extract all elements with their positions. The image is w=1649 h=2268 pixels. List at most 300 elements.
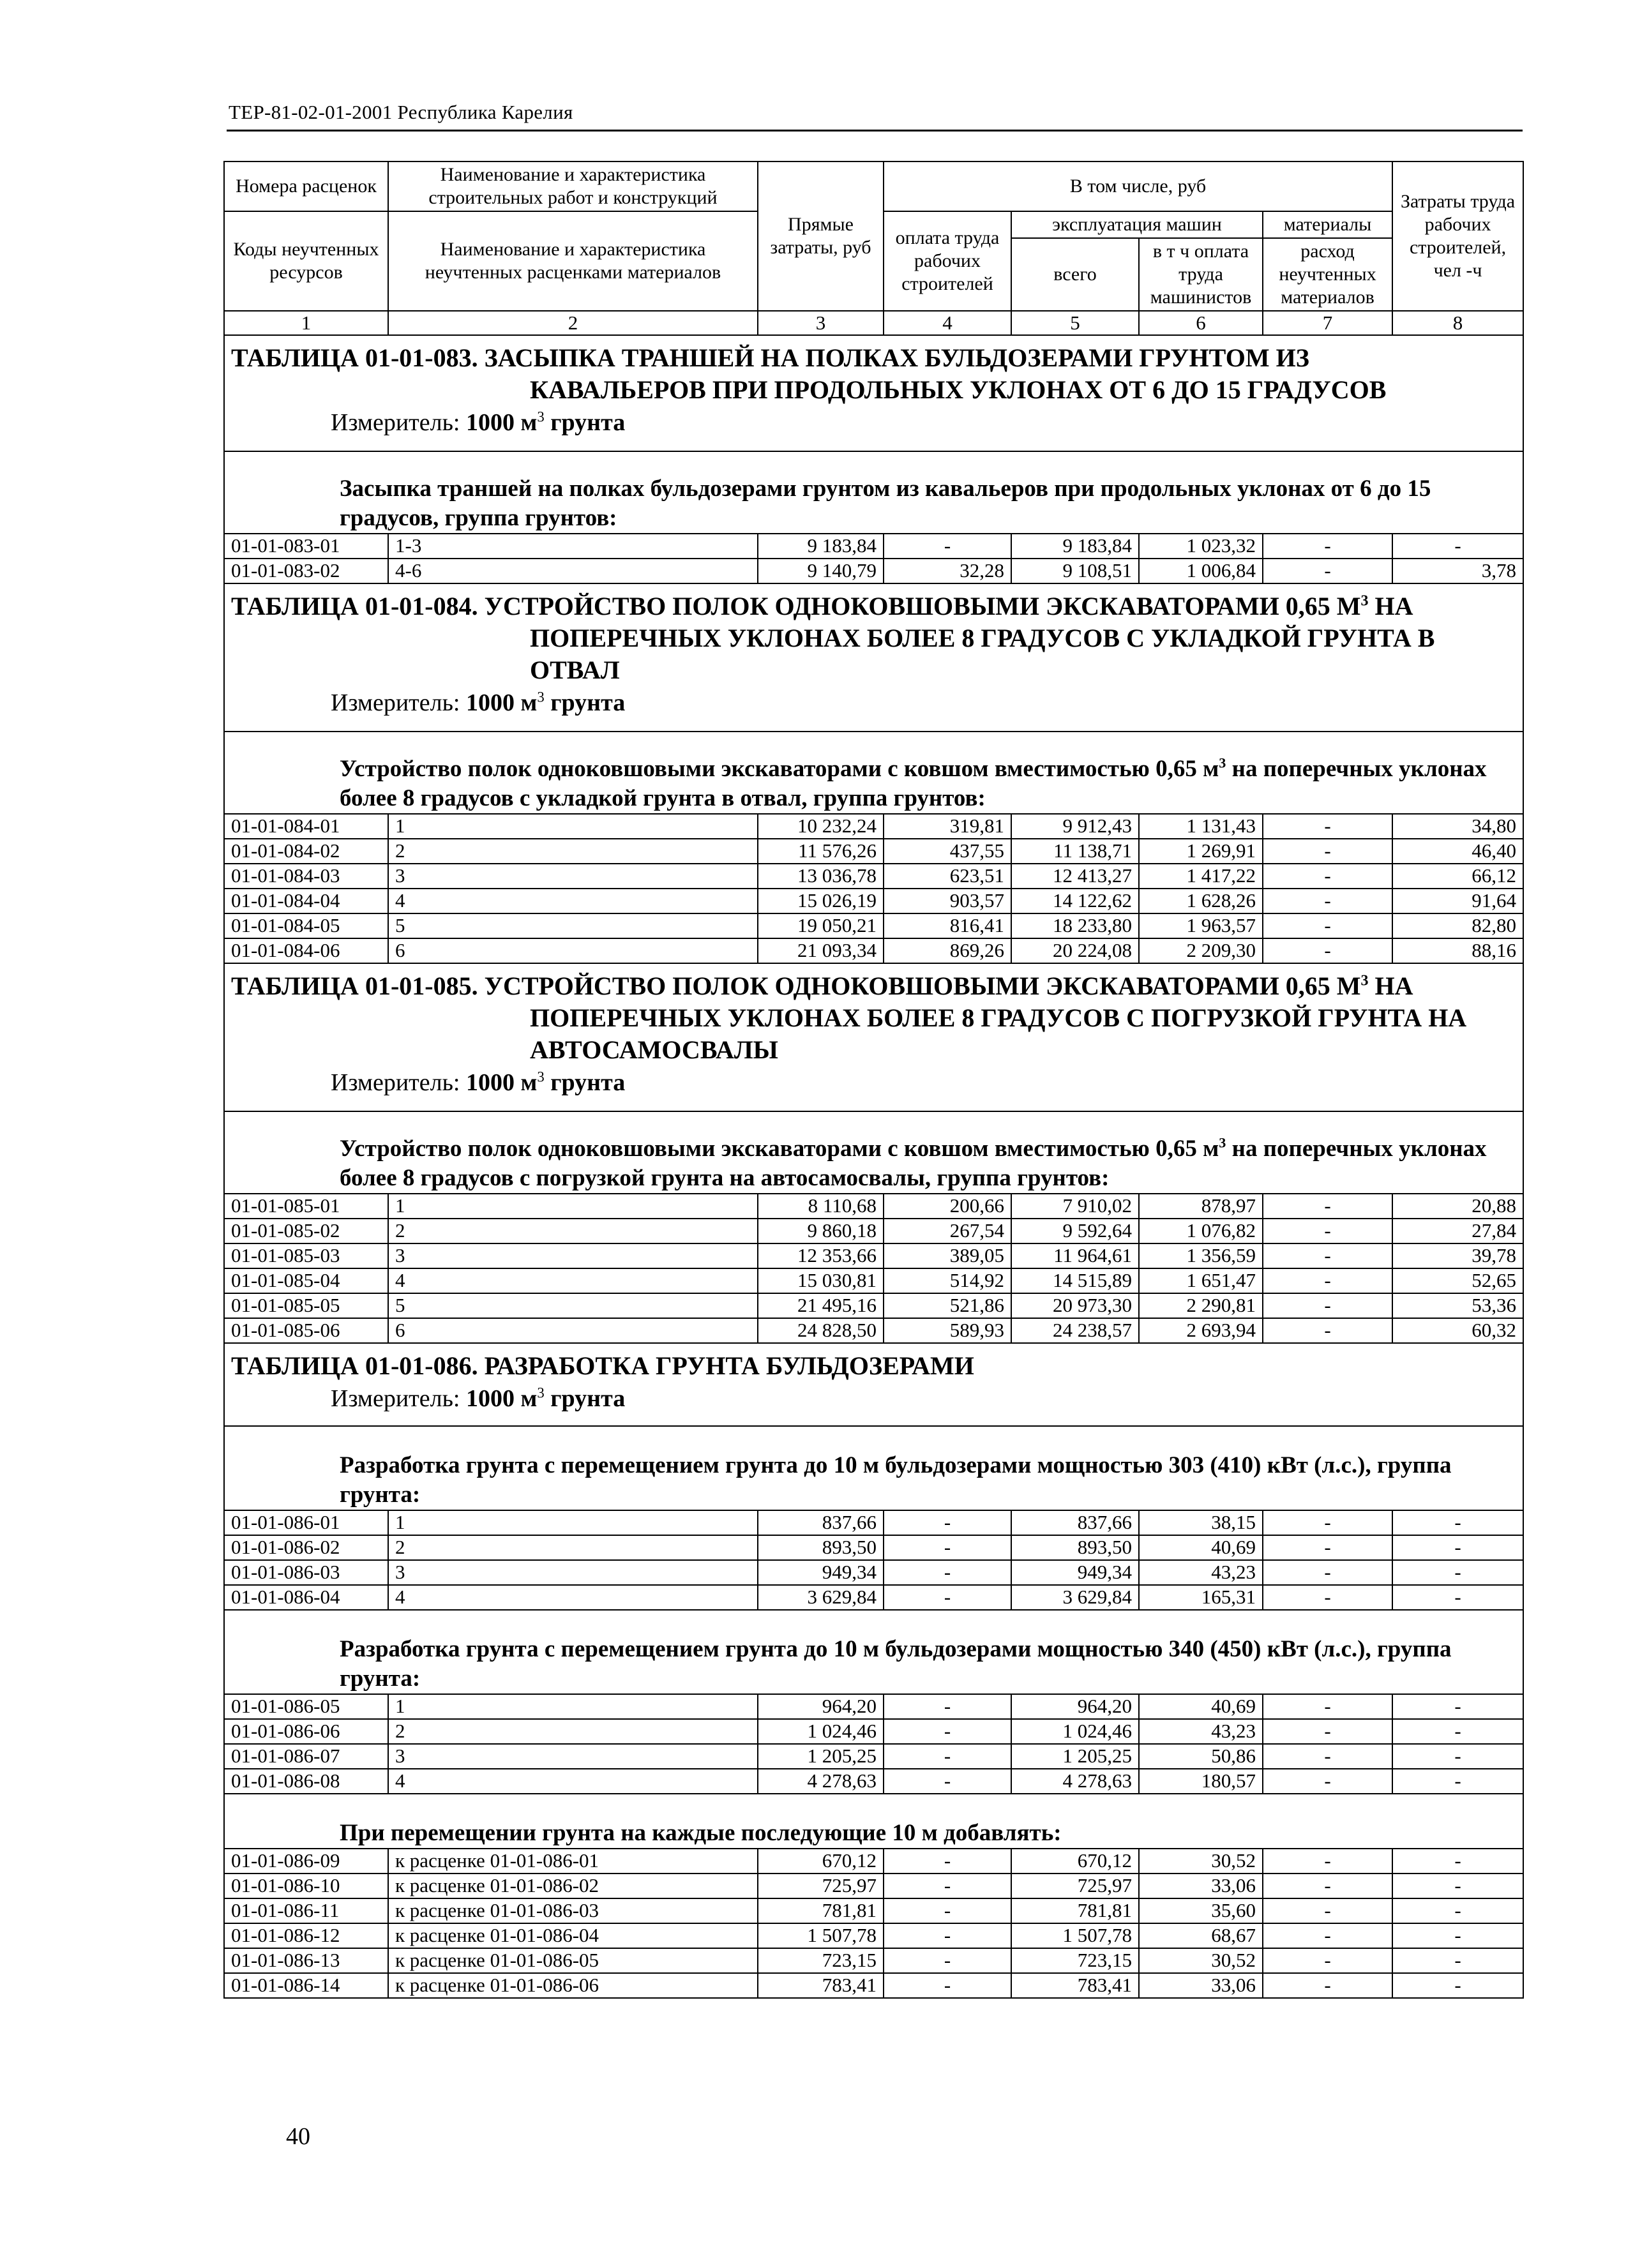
cell-name: 4-6 [388,559,758,583]
table-083-title-row [224,335,1523,451]
cell-mach-wage: 180,57 [1139,1769,1263,1794]
cell-mat-use: - [1263,1318,1392,1343]
cell-mach-wage: 1 356,59 [1139,1243,1263,1268]
col-machines-header: эксплуатация машин [1011,211,1263,238]
cell-code: 01-01-086-11 [224,1898,388,1923]
cell-mach-wage: 2 209,30 [1139,938,1263,963]
table-row [224,1510,1523,1535]
col-wage-header: оплата труда рабочих строителей [884,211,1011,311]
cell-direct: 1 205,25 [758,1744,884,1769]
cell-name: 5 [388,913,758,938]
cell-direct: 670,12 [758,1849,884,1874]
table-title-line: ПОПЕРЕЧНЫХ УКЛОНАХ БОЛЕЕ 8 ГРАДУСОВ С ПОГРУЗКОЙ ГРУНТА НА [530,1003,1467,1032]
cell-code: 01-01-084-04 [224,889,388,913]
section-caption: Засыпка траншей на полках бульдозерами грунтом из кавальеров при продольных уклонах от 6 до 15 градусов, группа грунтов: [224,451,1523,534]
cell-direct: 783,41 [758,1973,884,1998]
cell-mach-wage: 33,06 [1139,1874,1263,1898]
measure-line: Измеритель: 1000 $м^3$ грунта [331,409,626,436]
cell-name: 2 [388,1719,758,1744]
cell-direct: 8 110,68 [758,1194,884,1219]
cell-mat-use: - [1263,1535,1392,1560]
cell-mach-total: 1 024,46 [1011,1719,1139,1744]
cell-direct: 11 576,26 [758,839,884,864]
cell-code: 01-01-086-06 [224,1719,388,1744]
col-code-header: Номера расценок [224,161,388,211]
cell-name: к расценке 01-01-086-03 [388,1898,758,1923]
cell-labor: - [1392,1744,1523,1769]
cell-mat-use: - [1263,913,1392,938]
cell-mat-use: - [1263,559,1392,583]
cell-direct: 21 093,34 [758,938,884,963]
cell-mach-wage: 43,23 [1139,1719,1263,1744]
section-row [224,1111,1523,1194]
cell-code: 01-01-084-06 [224,938,388,963]
col-num: 2 [388,311,758,335]
cell-mach-wage: 40,69 [1139,1694,1263,1719]
cell-labor: 91,64 [1392,889,1523,913]
cell-mach-total: 670,12 [1011,1849,1139,1874]
cell-mat-use: - [1263,1973,1392,1998]
col-mat-use-header: расход неучтенных материалов [1263,238,1392,311]
cell-mach-wage: 38,15 [1139,1510,1263,1535]
cell-wage: - [884,1948,1011,1973]
cell-mach-total: 9 592,64 [1011,1219,1139,1243]
cell-mach-wage: 1 076,82 [1139,1219,1263,1243]
cell-labor: - [1392,1585,1523,1610]
cell-wage: 903,57 [884,889,1011,913]
cell-labor: - [1392,1923,1523,1948]
cell-mach-total: 20 973,30 [1011,1293,1139,1318]
table-row [224,559,1523,583]
cell-mach-wage: 1 269,91 [1139,839,1263,864]
table-row [224,1293,1523,1318]
table-title-line: ТАБЛИЦА 01-01-085. УСТРОЙСТВО ПОЛОК ОДНОКОВШОВЫМИ ЭКСКАВАТОРАМИ 0,65 $М^3$ НА [231,972,1413,1000]
cell-mach-total: 725,97 [1011,1874,1139,1898]
cell-labor: - [1392,1898,1523,1923]
cell-name: 1 [388,1510,758,1535]
cell-code: 01-01-086-12 [224,1923,388,1948]
price-table [223,161,1524,1999]
table-row [224,1744,1523,1769]
page-header: ТЕР-81-02-01-2001 Республика Карелия [229,101,573,123]
cell-labor: - [1392,1973,1523,1998]
cell-mach-total: 7 910,02 [1011,1194,1139,1219]
cell-direct: 4 278,63 [758,1769,884,1794]
cell-code: 01-01-086-13 [224,1948,388,1973]
cell-name: 6 [388,1318,758,1343]
cell-name: 4 [388,1585,758,1610]
cell-direct: 19 050,21 [758,913,884,938]
cell-labor: 60,32 [1392,1318,1523,1343]
table-row [224,1898,1523,1923]
table-title-line: ТАБЛИЦА 01-01-083. ЗАСЫПКА ТРАНШЕЙ НА ПОЛКАХ БУЛЬДОЗЕРАМИ ГРУНТОМ ИЗ [231,343,1309,372]
cell-mach-wage: 1 651,47 [1139,1268,1263,1293]
cell-mach-total: 24 238,57 [1011,1318,1139,1343]
cell-labor: - [1392,1874,1523,1898]
table-row [224,1268,1523,1293]
cell-direct: 949,34 [758,1560,884,1585]
page-number: 40 [286,2123,310,2150]
cell-direct: 15 026,19 [758,889,884,913]
col-labor-header: Затраты труда рабочих строителей, чел -ч [1392,161,1523,311]
section-caption: Разработка грунта с перемещением грунта до 10 м бульдозерами мощностью 303 (410) кВт (л.с.), группа грунта: [224,1426,1523,1510]
cell-code: 01-01-086-08 [224,1769,388,1794]
cell-direct: 893,50 [758,1535,884,1560]
cell-labor: 46,40 [1392,839,1523,864]
cell-name: 4 [388,889,758,913]
cell-wage: - [884,1535,1011,1560]
table-row [224,1585,1523,1610]
cell-direct: 15 030,81 [758,1268,884,1293]
cell-mach-total: 14 515,89 [1011,1268,1139,1293]
cell-direct: 3 629,84 [758,1585,884,1610]
cell-direct: 837,66 [758,1510,884,1535]
cell-mach-total: 12 413,27 [1011,864,1139,889]
cell-code: 01-01-086-04 [224,1585,388,1610]
section-caption: При перемещении грунта на каждые последующие 10 м добавлять: [224,1794,1523,1849]
cell-mach-total: 964,20 [1011,1694,1139,1719]
cell-code: 01-01-085-05 [224,1293,388,1318]
cell-mach-total: 1 205,25 [1011,1744,1139,1769]
cell-mat-use: - [1263,938,1392,963]
table-title-line: АВТОСАМОСВАЛЫ [530,1035,778,1064]
cell-direct: 12 353,66 [758,1243,884,1268]
cell-wage: - [884,1769,1011,1794]
cell-wage: 437,55 [884,839,1011,864]
cell-labor: 82,80 [1392,913,1523,938]
cell-code: 01-01-085-02 [224,1219,388,1243]
cell-mach-total: 781,81 [1011,1898,1139,1923]
table-row [224,1694,1523,1719]
table-row [224,864,1523,889]
cell-mat-use: - [1263,1293,1392,1318]
cell-direct: 725,97 [758,1874,884,1898]
cell-mach-total: 783,41 [1011,1973,1139,1998]
table-title-line: КАВАЛЬЕРОВ ПРИ ПРОДОЛЬНЫХ УКЛОНАХ ОТ 6 ДО 15 ГРАДУСОВ [530,375,1387,404]
cell-mach-total: 893,50 [1011,1535,1139,1560]
table-086-title-row [224,1343,1523,1426]
table-row [224,1318,1523,1343]
cell-mach-wage: 43,23 [1139,1560,1263,1585]
cell-mach-total: 14 122,62 [1011,889,1139,913]
cell-mat-use: - [1263,1923,1392,1948]
cell-mach-wage: 68,67 [1139,1923,1263,1948]
cell-name: 1-3 [388,534,758,559]
cell-mach-total: 9 108,51 [1011,559,1139,583]
cell-direct: 9 140,79 [758,559,884,583]
cell-mat-use: - [1263,1194,1392,1219]
cell-mat-use: - [1263,839,1392,864]
table-row [224,1769,1523,1794]
cell-labor: - [1392,1535,1523,1560]
cell-wage: 319,81 [884,814,1011,839]
cell-mach-wage: 1 417,22 [1139,864,1263,889]
cell-mat-use: - [1263,1769,1392,1794]
cell-mach-wage: 35,60 [1139,1898,1263,1923]
cell-code: 01-01-084-01 [224,814,388,839]
col-num: 1 [224,311,388,335]
table-title-line: ТАБЛИЦА 01-01-086. РАЗРАБОТКА ГРУНТА БУЛЬДОЗЕРАМИ [231,1351,974,1380]
cell-labor: - [1392,1769,1523,1794]
table-row [224,839,1523,864]
table-row [224,1719,1523,1744]
cell-name: 3 [388,1744,758,1769]
cell-mach-wage: 40,69 [1139,1535,1263,1560]
cell-mach-wage: 30,52 [1139,1948,1263,1973]
cell-labor: - [1392,1510,1523,1535]
cell-labor: 53,36 [1392,1293,1523,1318]
cell-mat-use: - [1263,1268,1392,1293]
cell-name: к расценке 01-01-086-02 [388,1874,758,1898]
cell-mat-use: - [1263,534,1392,559]
cell-direct: 21 495,16 [758,1293,884,1318]
cell-code: 01-01-085-06 [224,1318,388,1343]
cell-wage: - [884,1744,1011,1769]
table-row [224,938,1523,963]
cell-direct: 24 828,50 [758,1318,884,1343]
cell-name: 1 [388,1694,758,1719]
cell-direct: 781,81 [758,1898,884,1923]
col-name-alt-header: Наименование и характеристика неучтенных расценками материалов [388,211,758,311]
cell-mach-total: 11 964,61 [1011,1243,1139,1268]
cell-mat-use: - [1263,1243,1392,1268]
cell-name: 2 [388,839,758,864]
cell-wage: 267,54 [884,1219,1011,1243]
table-row [224,1243,1523,1268]
cell-code: 01-01-083-02 [224,559,388,583]
cell-name: к расценке 01-01-086-06 [388,1973,758,1998]
table-row [224,889,1523,913]
cell-name: 3 [388,864,758,889]
section-row [224,1426,1523,1510]
cell-name: к расценке 01-01-086-05 [388,1948,758,1973]
cell-labor: - [1392,1719,1523,1744]
table-085-title-row [224,963,1523,1111]
cell-name: 2 [388,1219,758,1243]
cell-wage: 514,92 [884,1268,1011,1293]
cell-mach-total: 18 233,80 [1011,913,1139,938]
table-title-line: ОТВАЛ [530,656,620,684]
table-row [224,1948,1523,1973]
cell-name: 1 [388,1194,758,1219]
cell-labor: 34,80 [1392,814,1523,839]
cell-direct: 9 183,84 [758,534,884,559]
cell-mach-wage: 878,97 [1139,1194,1263,1219]
cell-wage: 32,28 [884,559,1011,583]
table-row [224,1219,1523,1243]
cell-name: к расценке 01-01-086-01 [388,1849,758,1874]
cell-wage: 623,51 [884,864,1011,889]
cell-code: 01-01-084-02 [224,839,388,864]
measure-line: Измеритель: 1000 $м^3$ грунта [331,689,626,716]
cell-name: 2 [388,1535,758,1560]
cell-labor: - [1392,1849,1523,1874]
cell-direct: 964,20 [758,1694,884,1719]
cell-labor: 66,12 [1392,864,1523,889]
cell-direct: 13 036,78 [758,864,884,889]
cell-name: 4 [388,1769,758,1794]
cell-code: 01-01-086-14 [224,1973,388,1998]
cell-wage: - [884,1973,1011,1998]
section-row [224,1794,1523,1849]
measure-line: Измеритель: 1000 $м^3$ грунта [331,1069,626,1096]
cell-name: 4 [388,1268,758,1293]
cell-labor: 39,78 [1392,1243,1523,1268]
cell-name: 5 [388,1293,758,1318]
cell-name: 6 [388,938,758,963]
cell-mach-wage: 1 023,32 [1139,534,1263,559]
col-num: 4 [884,311,1011,335]
cell-wage: 200,66 [884,1194,1011,1219]
cell-wage: 521,86 [884,1293,1011,1318]
cell-wage: 869,26 [884,938,1011,963]
cell-name: 3 [388,1243,758,1268]
cell-labor: - [1392,534,1523,559]
col-direct-header: Прямые затраты, руб [758,161,884,311]
cell-mach-total: 20 224,08 [1011,938,1139,963]
cell-mach-total: 9 183,84 [1011,534,1139,559]
cell-mat-use: - [1263,1898,1392,1923]
cell-code: 01-01-085-04 [224,1268,388,1293]
section-row [224,732,1523,814]
cell-mach-wage: 1 006,84 [1139,559,1263,583]
col-name-header: Наименование и характеристика строительных работ и конструкций [388,161,758,211]
cell-wage: 389,05 [884,1243,1011,1268]
cell-code: 01-01-086-09 [224,1849,388,1874]
cell-mat-use: - [1263,1719,1392,1744]
col-num: 5 [1011,311,1139,335]
cell-mach-total: 1 507,78 [1011,1923,1139,1948]
cell-mach-wage: 1 131,43 [1139,814,1263,839]
cell-mach-wage: 2 290,81 [1139,1293,1263,1318]
cell-wage: - [884,1874,1011,1898]
cell-mach-wage: 1 963,57 [1139,913,1263,938]
table-row [224,1194,1523,1219]
table-row [224,814,1523,839]
cell-direct: 9 860,18 [758,1219,884,1243]
cell-mat-use: - [1263,1849,1392,1874]
table-row [224,1973,1523,1998]
cell-direct: 1 507,78 [758,1923,884,1948]
cell-wage: - [884,1923,1011,1948]
cell-code: 01-01-086-01 [224,1510,388,1535]
cell-code: 01-01-086-05 [224,1694,388,1719]
cell-labor: 52,65 [1392,1268,1523,1293]
col-num: 7 [1263,311,1392,335]
cell-labor: 3,78 [1392,559,1523,583]
cell-mat-use: - [1263,814,1392,839]
section-caption: Устройство полок одноковшовыми экскаваторами с ковшом вместимостью 0,65 $м^3$ на поперечных уклонах более 8 градусов с погрузкой грунта на автосамосвалы, группа грунтов: [224,1111,1523,1194]
cell-wage: - [884,534,1011,559]
table-row [224,913,1523,938]
cell-code: 01-01-083-01 [224,534,388,559]
cell-labor: 27,84 [1392,1219,1523,1243]
cell-labor: - [1392,1694,1523,1719]
col-materials-header: материалы [1263,211,1392,238]
cell-mat-use: - [1263,1585,1392,1610]
cell-labor: 20,88 [1392,1194,1523,1219]
cell-code: 01-01-085-01 [224,1194,388,1219]
cell-wage: - [884,1849,1011,1874]
cell-mach-wage: 2 693,94 [1139,1318,1263,1343]
cell-mat-use: - [1263,1874,1392,1898]
cell-mach-wage: 33,06 [1139,1973,1263,1998]
cell-wage: - [884,1560,1011,1585]
table-row [224,1849,1523,1874]
cell-code: 01-01-084-03 [224,864,388,889]
cell-wage: 816,41 [884,913,1011,938]
col-mach-wage-header: в т ч оплата труда машинистов [1139,238,1263,311]
cell-mach-wage: 50,86 [1139,1744,1263,1769]
measure-line: Измеритель: 1000 $м^3$ грунта [331,1385,626,1412]
cell-mach-wage: 165,31 [1139,1585,1263,1610]
table-084-title-row [224,583,1523,732]
table-row [224,1535,1523,1560]
cell-code: 01-01-086-02 [224,1535,388,1560]
section-caption: Разработка грунта с перемещением грунта до 10 м бульдозерами мощностью 340 (450) кВт (л.с.), группа грунта: [224,1610,1523,1694]
cell-wage: - [884,1585,1011,1610]
cell-name: 1 [388,814,758,839]
table-title-line: ПОПЕРЕЧНЫХ УКЛОНАХ БОЛЕЕ 8 ГРАДУСОВ С УКЛАДКОЙ ГРУНТА В [530,624,1435,652]
col-num: 3 [758,311,884,335]
table-row [224,534,1523,559]
cell-mach-wage: 1 628,26 [1139,889,1263,913]
col-num: 6 [1139,311,1263,335]
cell-direct: 723,15 [758,1948,884,1973]
cell-mach-total: 837,66 [1011,1510,1139,1535]
cell-mach-total: 4 278,63 [1011,1769,1139,1794]
cell-mach-wage: 30,52 [1139,1849,1263,1874]
cell-mach-total: 3 629,84 [1011,1585,1139,1610]
cell-wage: - [884,1719,1011,1744]
header-rule [227,130,1523,131]
cell-wage: - [884,1510,1011,1535]
col-incl-header: В том числе, руб [884,161,1392,211]
cell-mat-use: - [1263,1744,1392,1769]
col-num: 8 [1392,311,1523,335]
cell-code: 01-01-086-10 [224,1874,388,1898]
cell-wage: - [884,1898,1011,1923]
cell-mat-use: - [1263,1560,1392,1585]
cell-wage: 589,93 [884,1318,1011,1343]
cell-code: 01-01-086-07 [224,1744,388,1769]
table-row [224,1923,1523,1948]
cell-mat-use: - [1263,1948,1392,1973]
table-row [224,1874,1523,1898]
cell-labor: - [1392,1560,1523,1585]
cell-labor: - [1392,1948,1523,1973]
section-caption: Устройство полок одноковшовыми экскаваторами с ковшом вместимостью 0,65 $м^3$ на поперечных уклонах более 8 градусов с укладкой грунта в отвал, группа грунтов: [224,732,1523,814]
cell-code: 01-01-086-03 [224,1560,388,1585]
cell-mat-use: - [1263,889,1392,913]
cell-direct: 10 232,24 [758,814,884,839]
cell-wage: - [884,1694,1011,1719]
cell-name: 3 [388,1560,758,1585]
table-title-line: ТАБЛИЦА 01-01-084. УСТРОЙСТВО ПОЛОК ОДНОКОВШОВЫМИ ЭКСКАВАТОРАМИ 0,65 $М^3$ НА [231,592,1413,620]
cell-name: к расценке 01-01-086-04 [388,1923,758,1948]
cell-mach-total: 723,15 [1011,1948,1139,1973]
cell-mach-total: 11 138,71 [1011,839,1139,864]
cell-code: 01-01-085-03 [224,1243,388,1268]
cell-mat-use: - [1263,1219,1392,1243]
cell-mach-total: 949,34 [1011,1560,1139,1585]
cell-code: 01-01-084-05 [224,913,388,938]
cell-labor: 88,16 [1392,938,1523,963]
cell-mat-use: - [1263,1510,1392,1535]
table-row [224,1560,1523,1585]
section-row [224,451,1523,534]
cell-mach-total: 9 912,43 [1011,814,1139,839]
